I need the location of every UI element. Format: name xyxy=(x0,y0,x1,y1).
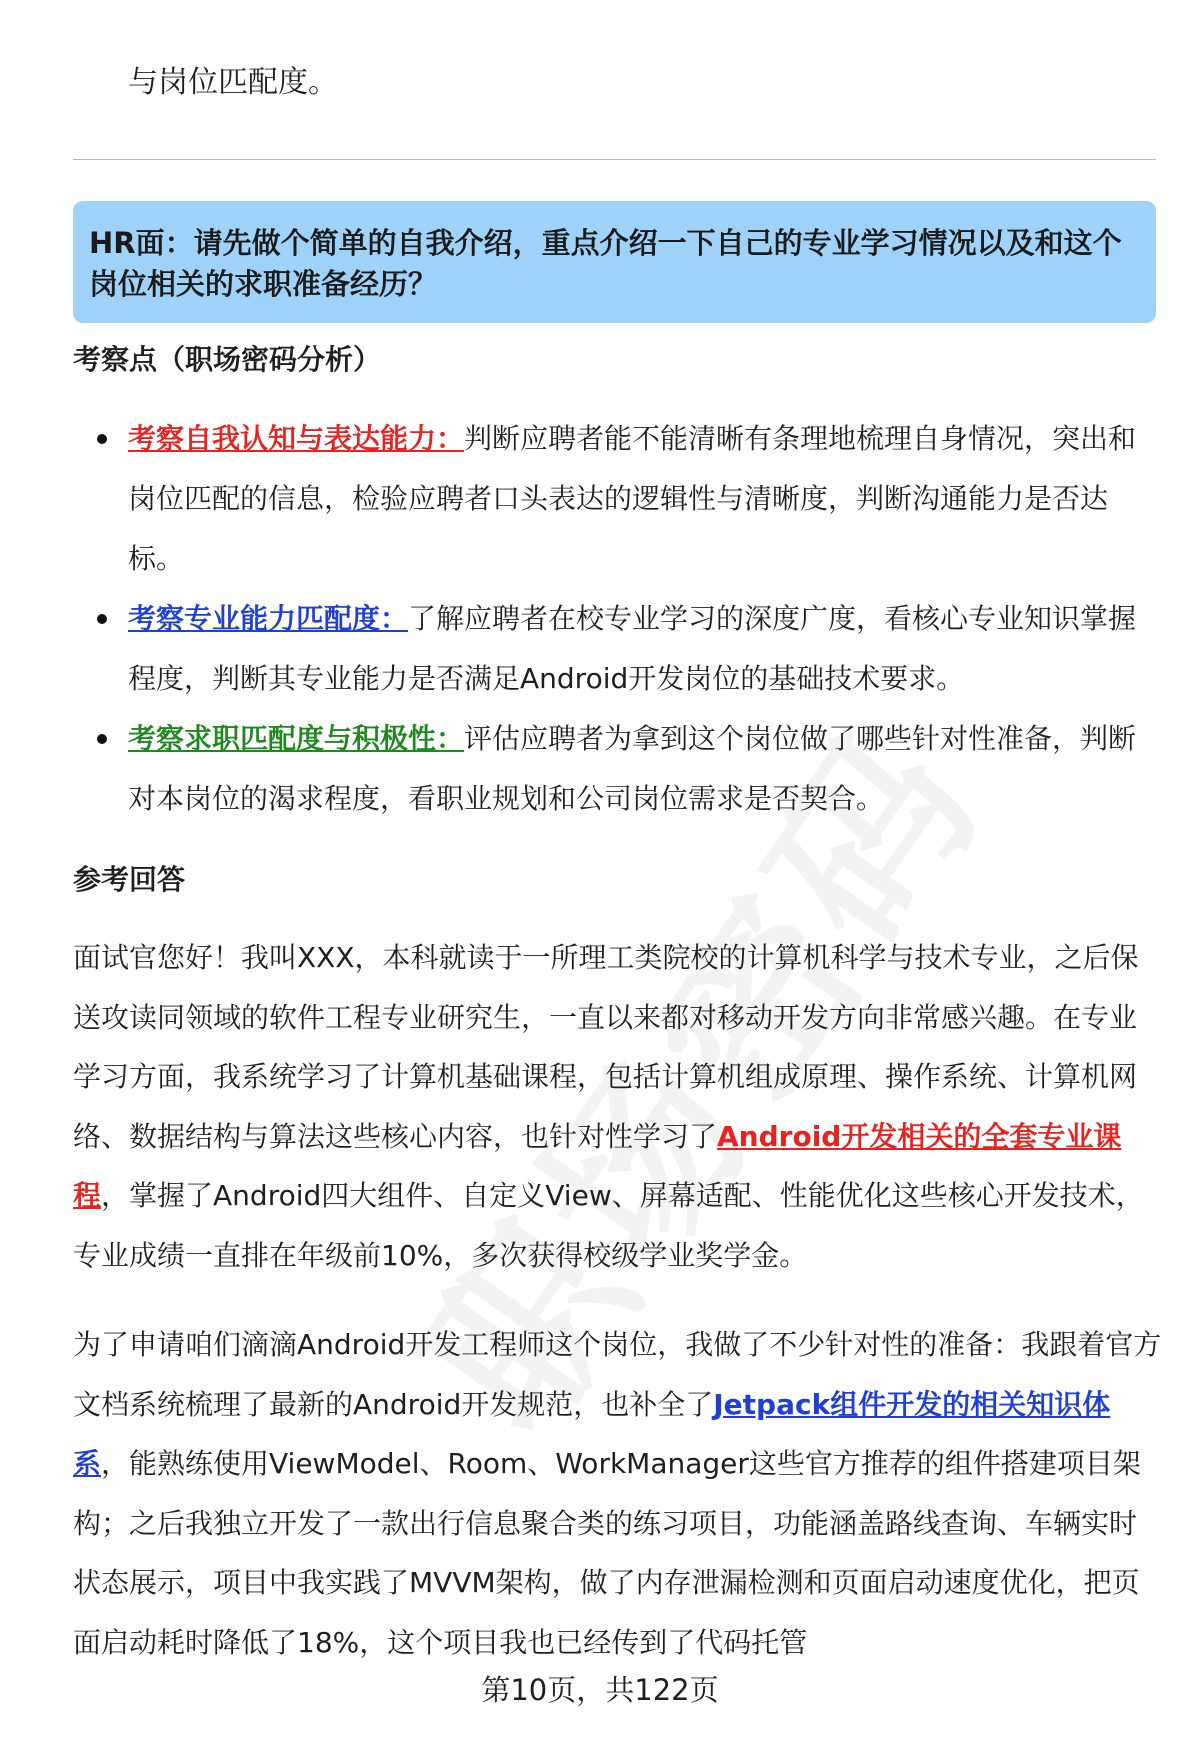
paragraph-text: ，能熟练使用ViewModel、Room、WorkManager这些官方推荐的组件搭建项目架构；之后我独立开发了一款出行信息聚合类的练习项目，功能涵盖路线查询、车辆实时状态展示，项目中我实践了MVVM架构，做了内存泄漏检测和页面启动速度优化，把页面启动耗时降低了18%，这个项目我也已经传到了代码托管 xyxy=(73,1447,1141,1659)
analysis-title: 考察点（职场密码分析） xyxy=(73,343,382,376)
bullet-icon xyxy=(97,434,107,444)
paragraph-text: 为了申请咱们滴滴Android开发工程师这个岗位，我做了不少针对性的准备：我跟着官方文档系统梳理了最新的Android开发规范，也补全了 xyxy=(73,1328,1162,1421)
point-text: 了解应聘者在校专业学习的深度广度，看核心专业知识掌握程度，判断其专业能力是否满足Android开发岗位的基础技术要求。 xyxy=(128,602,1137,695)
analysis-point xyxy=(73,409,1156,589)
question-text: HR面：请先做个简单的自我介绍，重点介绍一下自己的专业学习情况以及和这个岗位相关的求职准备经历？ xyxy=(89,226,1122,301)
paragraph-text: 面试官您好！我叫XXX，本科就读于一所理工类院校的计算机科学与技术专业，之后保送攻读同领域的软件工程专业研究生，一直以来都对移动开发方向非常感兴趣。在专业学习方面，我系统学习了计算机基础课程，包括计算机组成原理、操作系统、计算机网络、数据结构与算法这些核心内容，也针对性学习了 xyxy=(73,941,1139,1153)
analysis-point xyxy=(73,589,1156,709)
answer-paragraph xyxy=(73,1315,1163,1672)
answer-paragraph xyxy=(73,928,1163,1285)
highlighted-link[interactable]: Android开发相关的全套专业课程 xyxy=(73,1119,1122,1212)
point-label: 考察求职匹配度与积极性： xyxy=(128,722,465,755)
previous-text-fragment: 与岗位匹配度。 xyxy=(128,65,338,100)
point-label: 考察专业能力匹配度： xyxy=(128,602,409,635)
analysis-point xyxy=(73,709,1156,829)
bullet-icon xyxy=(97,614,107,624)
highlighted-link[interactable]: Jetpack组件开发的相关知识体系 xyxy=(73,1387,1111,1480)
page-number: 第10页，共122页 xyxy=(481,1673,719,1707)
point-label: 考察自我认知与表达能力： xyxy=(128,422,465,455)
point-text: 评估应聘者为拿到这个岗位做了哪些针对性准备，判断对本岗位的渴求程度，看职业规划和公司岗位需求是否契合。 xyxy=(128,722,1137,815)
analysis-points xyxy=(73,409,1156,829)
point-text: 判断应聘者能不能清晰有条理地梳理自身情况，突出和岗位匹配的信息，检验应聘者口头表达的逻辑性与清晰度，判断沟通能力是否达标。 xyxy=(128,422,1137,575)
divider xyxy=(73,159,1156,160)
answer-title: 参考回答 xyxy=(73,863,186,896)
question-box xyxy=(73,201,1156,323)
paragraph-text: ，掌握了Android四大组件、自定义View、屏幕适配、性能优化这些核心开发技术，专业成绩一直排在年级前10%，多次获得校级学业奖学金。 xyxy=(73,1179,1144,1272)
bullet-icon xyxy=(97,734,107,744)
